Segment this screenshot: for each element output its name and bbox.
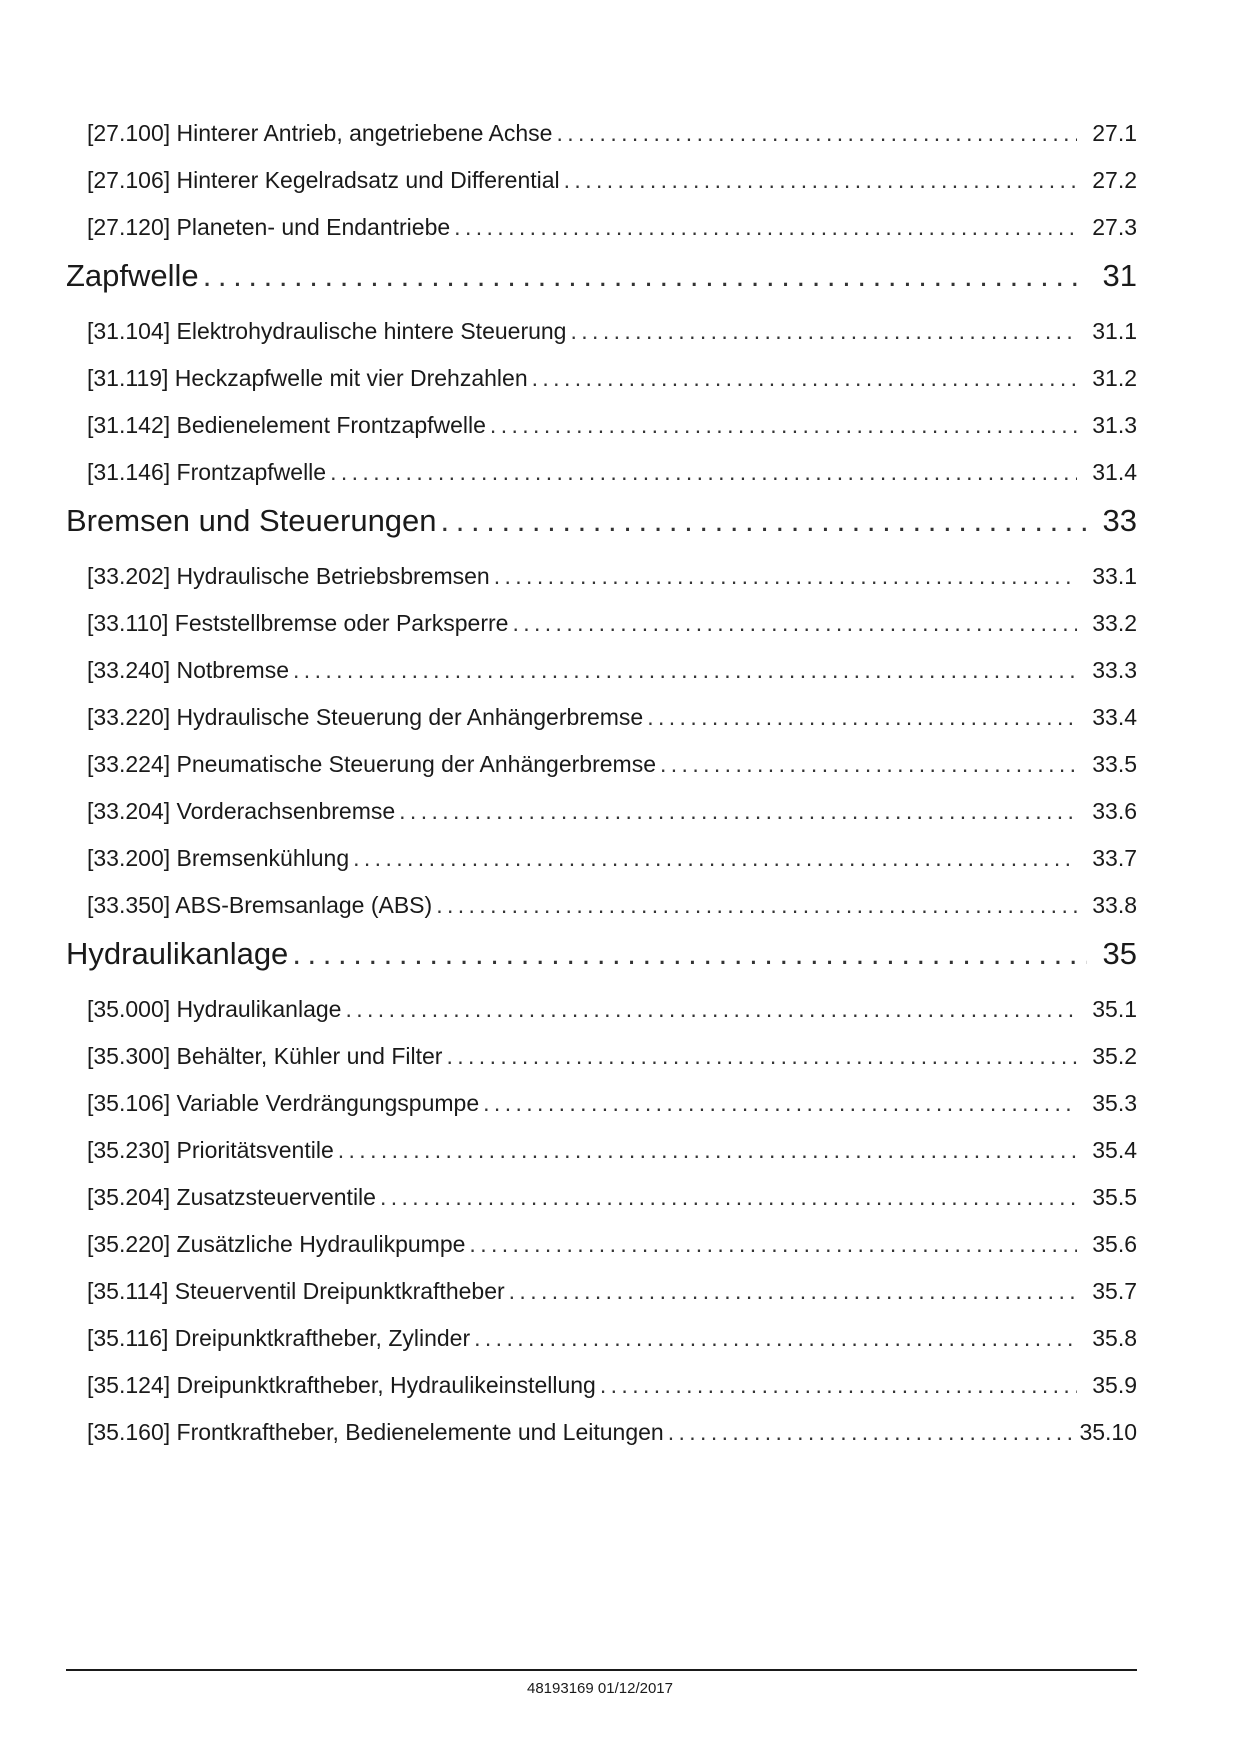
toc-entry-title: Bremsen und Steuerungen xyxy=(66,503,437,538)
toc-section-entry[interactable] xyxy=(87,1325,1137,1352)
toc-section-entry[interactable] xyxy=(87,120,1137,147)
toc-page-number: 35.7 xyxy=(1092,1278,1137,1304)
toc-section-entry[interactable] xyxy=(87,318,1137,345)
toc-entry-title: [35.220] Zusätzliche Hydraulikpumpe xyxy=(87,1231,466,1257)
toc-section-entry[interactable] xyxy=(87,412,1137,439)
toc-section-entry[interactable] xyxy=(87,1137,1137,1164)
toc-page-number: 27.2 xyxy=(1092,167,1137,193)
toc-section-entry[interactable] xyxy=(87,892,1137,919)
toc-entry-title: [33.220] Hydraulische Steuerung der Anhängerbremse xyxy=(87,704,644,730)
toc-section-entry[interactable] xyxy=(87,1278,1137,1305)
toc-dot-leader xyxy=(436,892,1077,919)
toc-entry-title: [35.160] Frontkraftheber, Bedienelemente und Leitungen xyxy=(87,1419,664,1445)
toc-dot-leader xyxy=(532,365,1077,392)
toc-page-number: 31.3 xyxy=(1092,412,1137,438)
toc-page-number: 31 xyxy=(1102,258,1137,293)
toc-section-entry[interactable] xyxy=(87,751,1137,778)
toc-entry-title: [33.204] Vorderachsenbremse xyxy=(87,798,396,824)
toc-page-number: 33.6 xyxy=(1092,798,1137,824)
toc-page-number: 33.5 xyxy=(1092,751,1137,777)
toc-page-number: 35.2 xyxy=(1092,1043,1137,1069)
toc-section-entry[interactable] xyxy=(87,459,1137,486)
toc-dot-leader xyxy=(441,503,1087,539)
toc-section-entry[interactable] xyxy=(87,798,1137,825)
toc-page-number: 33.7 xyxy=(1092,845,1137,871)
toc-page-number: 31.4 xyxy=(1092,459,1137,485)
toc-dot-leader xyxy=(353,845,1077,872)
toc-page-number: 35.1 xyxy=(1092,996,1137,1022)
toc-entry-title: [35.300] Behälter, Kühler und Filter xyxy=(87,1043,443,1069)
toc-entry-title: [27.100] Hinterer Antrieb, angetriebene Achse xyxy=(87,120,553,146)
toc-section-entry[interactable] xyxy=(87,1231,1137,1258)
toc-entry-title: [33.240] Notbremse xyxy=(87,657,290,683)
toc-dot-leader xyxy=(399,798,1077,825)
toc-dot-leader xyxy=(647,704,1077,731)
toc-section-entry[interactable] xyxy=(87,1372,1137,1399)
toc-entry-title: Hydraulikanlage xyxy=(66,936,289,971)
toc-page-number: 35.9 xyxy=(1092,1372,1137,1398)
toc-dot-leader xyxy=(469,1231,1077,1258)
toc-entry-title: [35.114] Steuerventil Dreipunktkraftheber xyxy=(87,1278,505,1304)
toc-entry-title: [35.106] Variable Verdrängungspumpe xyxy=(87,1090,480,1116)
toc-dot-leader xyxy=(600,1372,1077,1399)
toc-page-number: 33.3 xyxy=(1092,657,1137,683)
footer-divider xyxy=(66,1669,1137,1671)
toc-dot-leader xyxy=(509,1278,1077,1305)
toc-section-entry[interactable] xyxy=(87,657,1137,684)
toc-section-entry[interactable] xyxy=(87,563,1137,590)
toc-entry-title: [35.204] Zusatzsteuerventile xyxy=(87,1184,376,1210)
toc-page-number: 35 xyxy=(1102,936,1137,971)
toc-dot-leader xyxy=(512,610,1077,637)
toc-dot-leader xyxy=(483,1090,1077,1117)
toc-dot-leader xyxy=(668,1419,1074,1446)
toc-page-number: 35.4 xyxy=(1092,1137,1137,1163)
toc-entry-title: [33.202] Hydraulische Betriebsbremsen xyxy=(87,563,490,589)
toc-dot-leader xyxy=(490,412,1077,439)
toc-page-number: 35.3 xyxy=(1092,1090,1137,1116)
toc-entry-title: [33.224] Pneumatische Steuerung der Anhängerbremse xyxy=(87,751,656,777)
toc-dot-leader xyxy=(556,120,1077,147)
toc-page-number: 31.1 xyxy=(1092,318,1137,344)
toc-section-entry[interactable] xyxy=(87,996,1137,1023)
toc-dot-leader xyxy=(380,1184,1077,1211)
toc-dot-leader xyxy=(454,214,1077,241)
toc-page-number: 33.8 xyxy=(1092,892,1137,918)
toc-page-number: 31.2 xyxy=(1092,365,1137,391)
toc-page-number: 35.10 xyxy=(1079,1419,1137,1445)
toc-chapter-entry[interactable] xyxy=(66,258,1137,294)
toc-chapter-entry[interactable] xyxy=(66,503,1137,539)
toc-chapter-entry[interactable] xyxy=(66,936,1137,972)
toc-page-number: 35.6 xyxy=(1092,1231,1137,1257)
toc-dot-leader xyxy=(345,996,1077,1023)
toc-dot-leader xyxy=(494,563,1077,590)
toc-entry-title: [35.124] Dreipunktkraftheber, Hydraulikeinstellung xyxy=(87,1372,596,1398)
toc-section-entry[interactable] xyxy=(87,1043,1137,1070)
toc-page-number: 35.8 xyxy=(1092,1325,1137,1351)
toc-dot-leader xyxy=(293,657,1077,684)
toc-section-entry[interactable] xyxy=(87,610,1137,637)
toc-entry-title: [33.110] Feststellbremse oder Parksperre xyxy=(87,610,509,636)
toc-dot-leader xyxy=(570,318,1077,345)
toc-dot-leader xyxy=(446,1043,1077,1070)
toc-entry-title: [31.119] Heckzapfwelle mit vier Drehzahlen xyxy=(87,365,528,391)
toc-dot-leader xyxy=(564,167,1077,194)
toc-section-entry[interactable] xyxy=(87,1184,1137,1211)
toc-entry-title: [27.120] Planeten- und Endantriebe xyxy=(87,214,451,240)
toc-section-entry[interactable] xyxy=(87,1090,1137,1117)
toc-page-number: 27.3 xyxy=(1092,214,1137,240)
toc-page-number: 33.1 xyxy=(1092,563,1137,589)
toc-entry-title: [33.350] ABS-Bremsanlage (ABS) xyxy=(87,892,433,918)
toc-dot-leader xyxy=(474,1325,1077,1352)
toc-entry-title: Zapfwelle xyxy=(66,258,199,293)
toc-section-entry[interactable] xyxy=(87,1419,1137,1446)
toc-page-number: 27.1 xyxy=(1092,120,1137,146)
toc-entry-title: [35.230] Prioritätsventile xyxy=(87,1137,334,1163)
toc-entry-title: [31.142] Bedienelement Frontzapfwelle xyxy=(87,412,486,438)
toc-dot-leader xyxy=(203,258,1087,294)
toc-section-entry[interactable] xyxy=(87,365,1137,392)
toc-section-entry[interactable] xyxy=(87,704,1137,731)
toc-entry-title: [27.106] Hinterer Kegelradsatz und Differential xyxy=(87,167,560,193)
toc-dot-leader xyxy=(660,751,1077,778)
toc-entry-title: [33.200] Bremsenkühlung xyxy=(87,845,350,871)
toc-section-entry[interactable] xyxy=(87,167,1137,194)
toc-dot-leader xyxy=(330,459,1077,486)
toc-dot-leader xyxy=(292,936,1087,972)
toc-entry-title: [31.104] Elektrohydraulische hintere Steuerung xyxy=(87,318,567,344)
footer-doc-id: 48193169 01/12/2017 xyxy=(527,1680,673,1697)
toc-page-number: 33.4 xyxy=(1092,704,1137,730)
toc-entry-title: [35.000] Hydraulikanlage xyxy=(87,996,342,1022)
toc-dot-leader xyxy=(338,1137,1077,1164)
toc-entry-title: [31.146] Frontzapfwelle xyxy=(87,459,327,485)
toc-page-number: 33.2 xyxy=(1092,610,1137,636)
toc-page-number: 33 xyxy=(1102,503,1137,538)
toc-section-entry[interactable] xyxy=(87,214,1137,241)
toc-page-number: 35.5 xyxy=(1092,1184,1137,1210)
toc-section-entry[interactable] xyxy=(87,845,1137,872)
toc-entry-title: [35.116] Dreipunktkraftheber, Zylinder xyxy=(87,1325,471,1351)
